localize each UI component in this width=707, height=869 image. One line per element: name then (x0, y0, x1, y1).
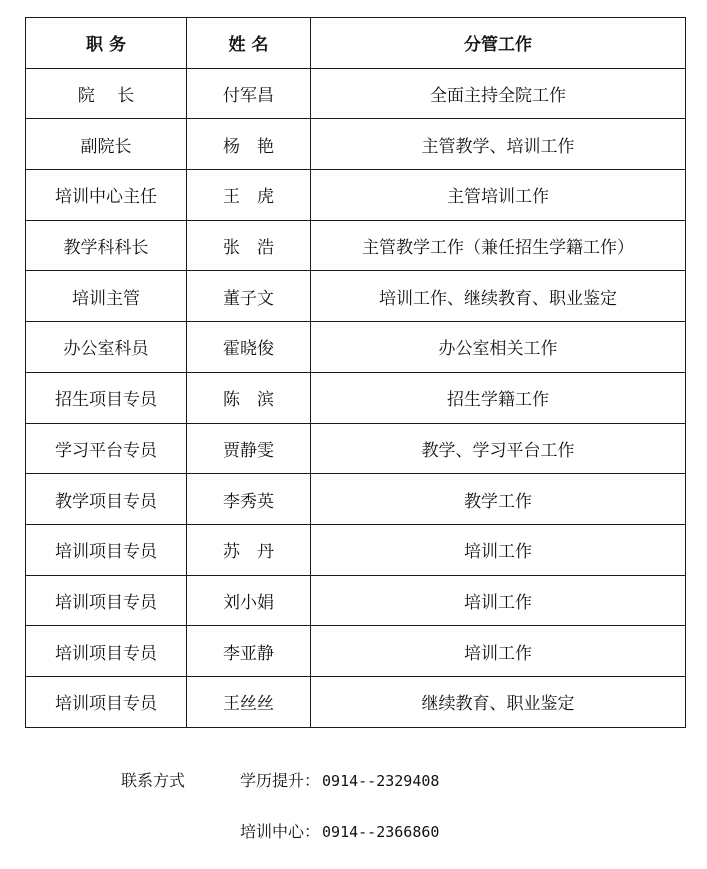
table-row (26, 271, 686, 322)
cell-role: 培训项目专员 (26, 626, 187, 677)
table-row (26, 68, 686, 119)
cell-role: 培训项目专员 (26, 575, 187, 626)
table-row (26, 170, 686, 221)
cell-duty: 招生学籍工作 (311, 372, 686, 423)
cell-duty: 教学工作 (311, 474, 686, 525)
cell-duty: 全面主持全院工作 (311, 68, 686, 119)
table-row (26, 423, 686, 474)
cell-duty: 继续教育、职业鉴定 (311, 676, 686, 727)
cell-name: 王丝丝 (187, 676, 311, 727)
cell-role: 教学项目专员 (26, 474, 187, 525)
cell-name: 李秀英 (187, 474, 311, 525)
table-header-row (26, 18, 686, 69)
cell-role: 培训项目专员 (26, 676, 187, 727)
contact-line-training (240, 819, 439, 842)
cell-duty: 培训工作 (311, 524, 686, 575)
cell-duty: 教学、学习平台工作 (311, 423, 686, 474)
cell-name: 刘小娟 (187, 575, 311, 626)
cell-name: 付军昌 (187, 68, 311, 119)
cell-name: 陈 滨 (187, 372, 311, 423)
cell-role: 培训主管 (26, 271, 187, 322)
contact-phone-number: 0914--2329408 (322, 772, 440, 790)
cell-role: 培训项目专员 (26, 524, 187, 575)
cell-duty: 主管培训工作 (311, 170, 686, 221)
contact-line-label: 培训中心： (240, 822, 321, 841)
cell-name: 董子文 (187, 271, 311, 322)
table-row (26, 474, 686, 525)
contact-phone-number: 0914--2366860 (322, 823, 440, 841)
cell-name: 苏 丹 (187, 524, 311, 575)
cell-role: 院 长 (26, 68, 187, 119)
cell-name: 贾静雯 (187, 423, 311, 474)
cell-role: 学习平台专员 (26, 423, 187, 474)
cell-duty: 主管教学、培训工作 (311, 119, 686, 170)
cell-role: 教学科科长 (26, 220, 187, 271)
cell-role: 培训中心主任 (26, 170, 187, 221)
cell-duty: 培训工作 (311, 626, 686, 677)
table-row (26, 575, 686, 626)
cell-role: 办公室科员 (26, 322, 187, 373)
table-row (26, 372, 686, 423)
contact-label: 联系方式 (121, 771, 186, 790)
contact-line-degree (240, 768, 439, 791)
cell-name: 张 浩 (187, 220, 311, 271)
cell-duty: 培训工作 (311, 575, 686, 626)
cell-duty: 主管教学工作（兼任招生学籍工作） (311, 220, 686, 271)
header-name: 姓 名 (187, 18, 311, 69)
cell-name: 杨 艳 (187, 119, 311, 170)
table-row (26, 322, 686, 373)
table-row (26, 220, 686, 271)
header-duty: 分管工作 (311, 18, 686, 69)
cell-role: 招生项目专员 (26, 372, 187, 423)
table-row (26, 119, 686, 170)
contact-line-label: 学历提升： (240, 771, 321, 790)
header-role: 职 务 (26, 18, 187, 69)
cell-name: 李亚静 (187, 626, 311, 677)
staff-duty-table (25, 17, 686, 728)
cell-duty: 培训工作、继续教育、职业鉴定 (311, 271, 686, 322)
cell-role: 副院长 (26, 119, 187, 170)
table-row (26, 524, 686, 575)
table-row (26, 676, 686, 727)
cell-duty: 办公室相关工作 (311, 322, 686, 373)
cell-name: 霍晓俊 (187, 322, 311, 373)
cell-name: 王 虎 (187, 170, 311, 221)
table-row (26, 626, 686, 677)
